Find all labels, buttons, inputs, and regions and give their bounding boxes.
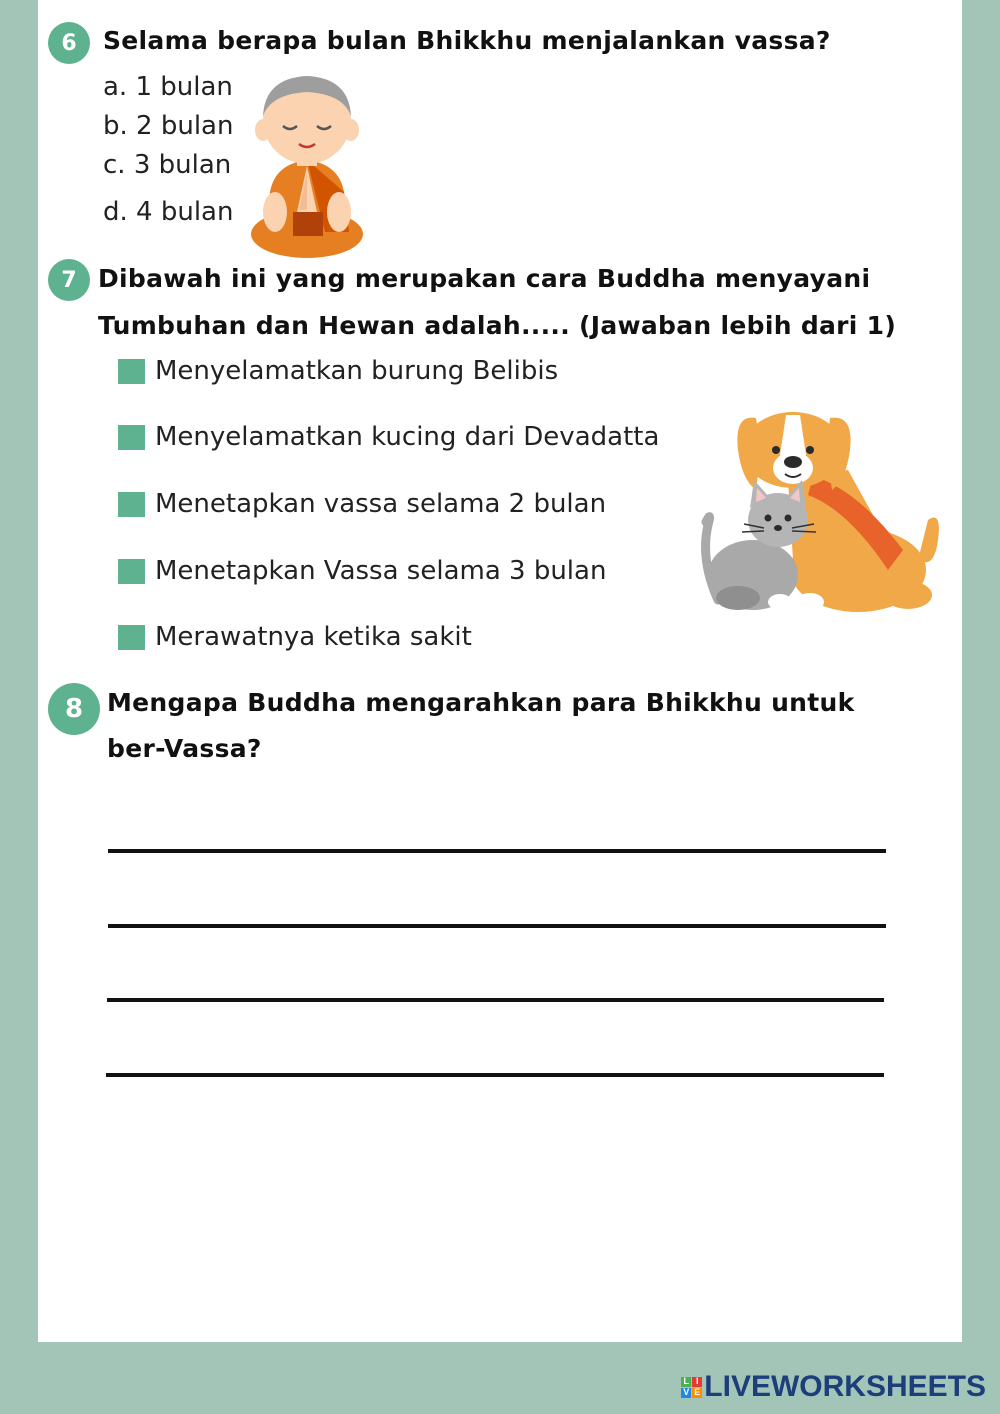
answer-line-3[interactable] [107,998,884,1002]
logo-letter: E [694,1387,701,1397]
logo-letter: I [692,1377,702,1387]
question-8-text-line1: Mengapa Buddha mengarahkan para Bhikkhu untuk [107,688,855,717]
dog-cat-illustration [698,410,943,615]
question-6-number: 6 [48,22,90,64]
q7-choice-2[interactable] [118,422,659,452]
question-7-text-line1: Dibawah ini yang merupakan cara Buddha menyayani [98,264,871,293]
choice-label: Merawatnya ketika sakit [155,622,472,652]
checkbox[interactable] [118,559,145,584]
question-8-number: 8 [48,683,100,735]
logo-letter: L [681,1377,691,1387]
answer-line-1[interactable] [108,849,886,853]
q7-choice-1[interactable] [118,356,558,386]
logo-letter: V [683,1387,690,1397]
q6-option-a[interactable]: a. 1 bulan [103,72,233,102]
q7-choice-4[interactable] [118,556,606,586]
question-8-text-line2: ber-Vassa? [107,734,262,763]
q7-choice-3[interactable] [118,489,606,519]
q6-option-b[interactable]: b. 2 bulan [103,111,234,141]
question-7-text-line2: Tumbuhan dan Hewan adalah..... (Jawaban lebih dari 1) [98,311,897,340]
brand-name: LIVEWORKSHEETS [704,1370,986,1403]
checkbox[interactable] [118,492,145,517]
liveworksheets-logo[interactable] [681,1370,986,1404]
q6-option-c[interactable]: c. 3 bulan [103,150,232,180]
choice-label: Menyelamatkan burung Belibis [155,356,559,386]
choice-label: Menyelamatkan kucing dari Devadatta [155,422,660,452]
question-7-number: 7 [48,259,90,301]
answer-line-2[interactable] [108,924,886,928]
monk-illustration [245,72,365,262]
checkbox[interactable] [118,625,145,650]
answer-line-4[interactable] [106,1073,884,1077]
checkbox[interactable] [118,425,145,450]
q6-option-d[interactable]: d. 4 bulan [103,197,234,227]
checkbox[interactable] [118,359,145,384]
q7-choice-5[interactable] [118,622,472,652]
choice-label: Menetapkan Vassa selama 3 bulan [155,556,607,586]
choice-label: Menetapkan vassa selama 2 bulan [155,489,607,519]
liveworksheets-logo-icon [681,1377,702,1398]
question-6-text: Selama berapa bulan Bhikkhu menjalankan vassa? [103,26,831,55]
